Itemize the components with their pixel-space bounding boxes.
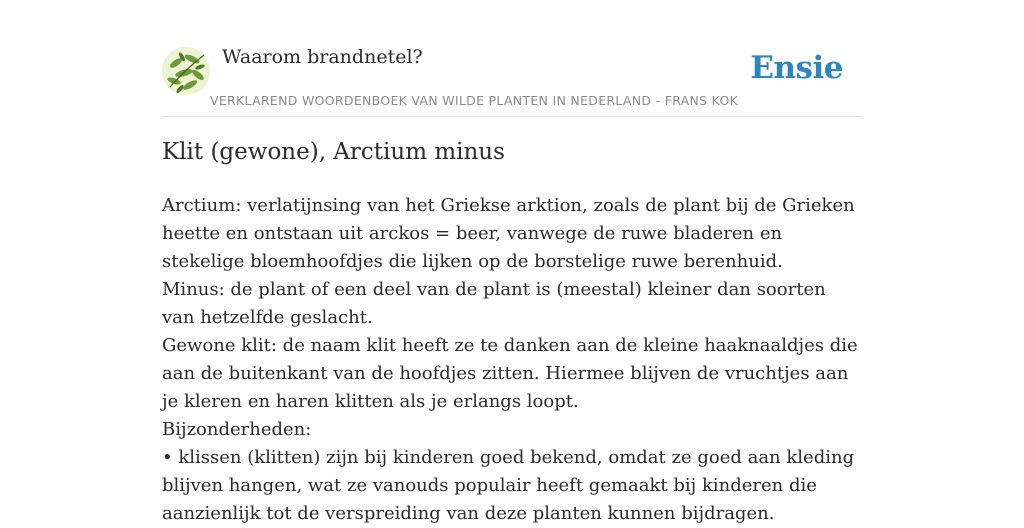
brand-logo[interactable]: Ensie: [750, 50, 843, 86]
dictionary-subtitle[interactable]: VERKLAREND WOORDENBOEK VAN WILDE PLANTEN IN NEDERLAND - FRANS KOK: [210, 93, 739, 108]
entry-paragraph-arctium: Arctium: verlatijnsing van het Griekse arktion, zoals de plant bij de Grieken heette en ontstaan uit arckos = beer, vanwege de ruwe bladeren en stekelige bloemhoofdjes die lijken op de borstelige ruwe berenhuid.: [162, 195, 855, 272]
entry-paragraph-bullet: • klissen (klitten) zijn bij kinderen goed bekend, omdat ze goed aan kleding blijven hangen, wat ze vanouds populair heeft gemaakt bij kinderen die aanzienlijk tot de verspreiding van deze planten kunnen bijdragen.: [162, 447, 855, 524]
site-header: [162, 40, 862, 117]
site-title[interactable]: Waarom brandnetel?: [222, 46, 423, 68]
entry-body: [162, 192, 862, 528]
entry-paragraph-gewone-klit: Gewone klit: de naam klit heeft ze te danken aan de kleine haaknaaldjes die aan de buitenkant van de hoofdjes zitten. Hiermee blijven de vruchtjes aan je kleren en haren klitten als je erlangs loopt.: [162, 335, 858, 412]
entry-paragraph-minus: Minus: de plant of een deel van de plant is (meestal) kleiner dan soorten van hetzelfde geslacht.: [162, 279, 826, 328]
entry-title: Klit (gewone), Arctium minus: [162, 139, 505, 165]
leaf-icon[interactable]: [162, 47, 210, 95]
entry-paragraph-bijzonderheden: Bijzonderheden:: [162, 419, 312, 440]
